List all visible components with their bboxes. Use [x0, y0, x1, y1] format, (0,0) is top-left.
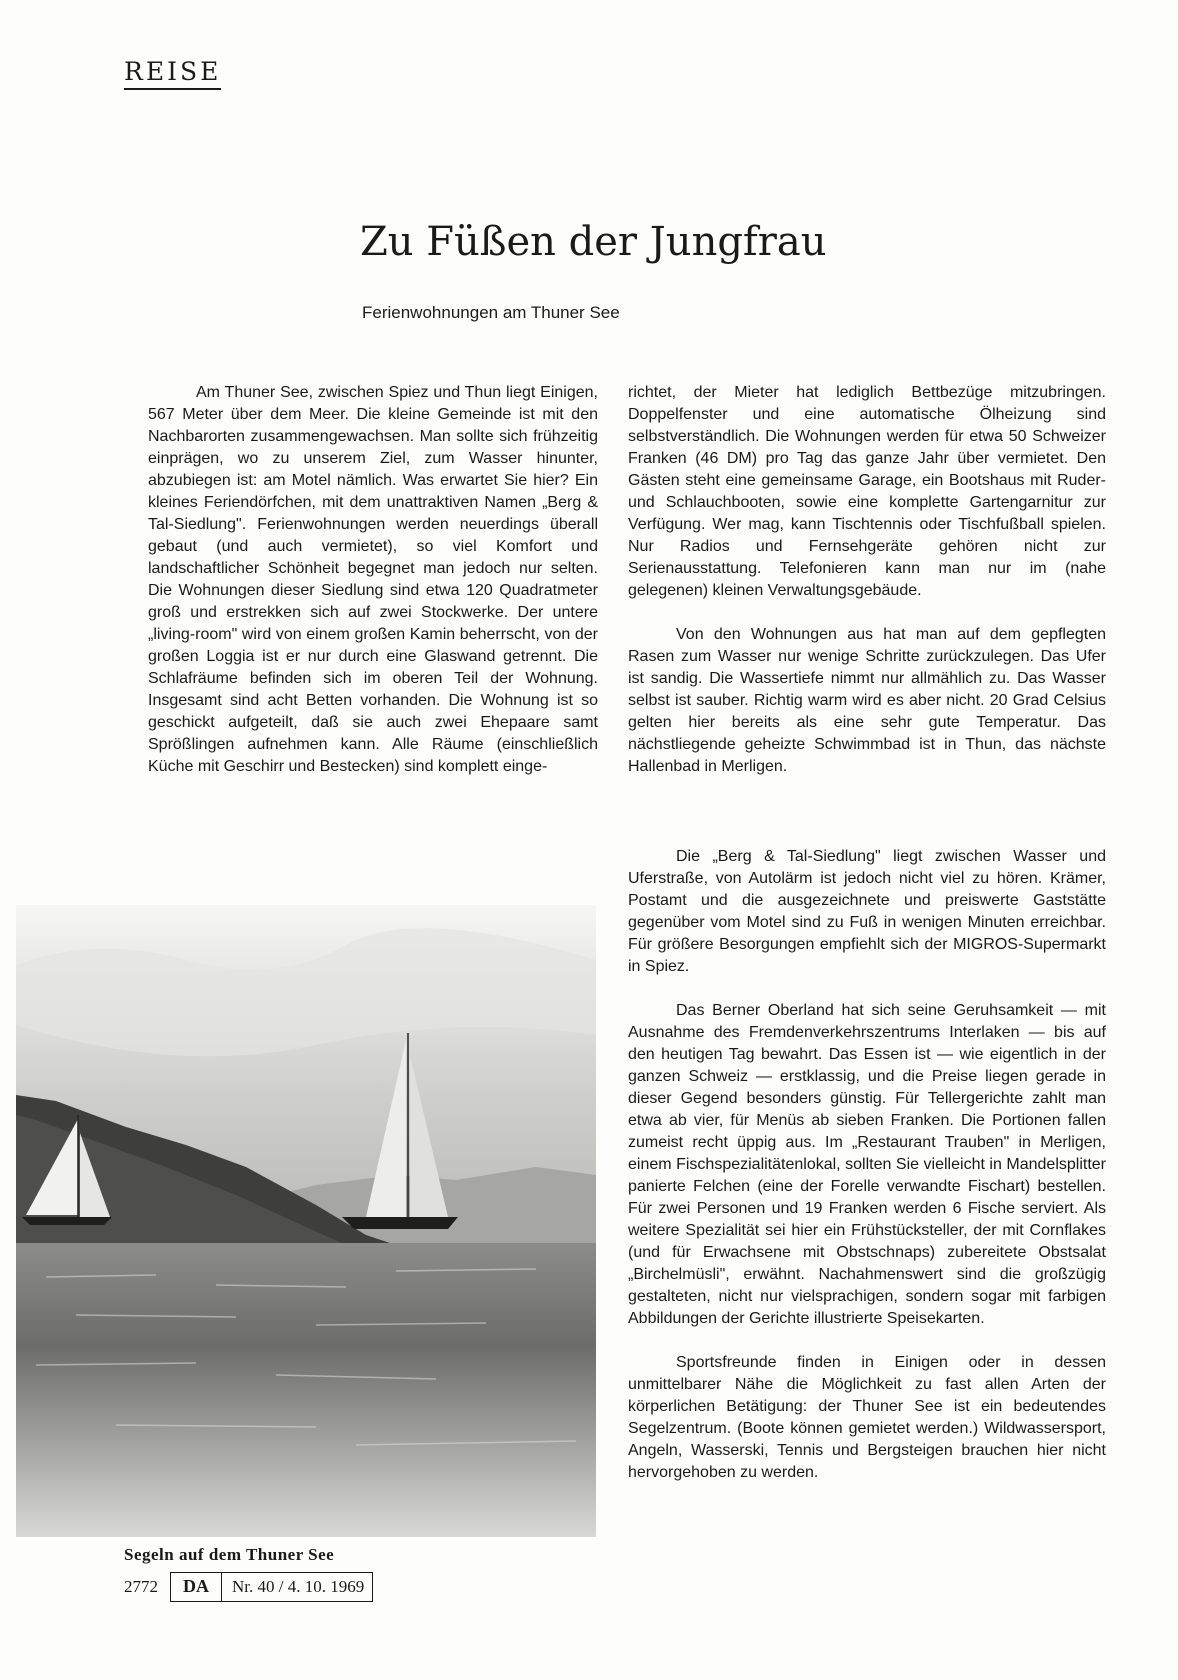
sailing-photo	[16, 905, 596, 1537]
paragraph-4: Die „Berg & Tal-Siedlung" liegt zwischen Wasser und Uferstraße, von Autolärm ist jedoch nicht viel zu hören. Krämer, Postamt und die ausgezeichnete und preiswerte Gaststätte gegenüber vom Motel sind zu Fuß in wenigen Minuten erreichbar. Für größere Besorgungen empfiehlt sich der MIGROS-Supermarkt in Spiez.	[628, 848, 1106, 975]
photo-caption: Segeln auf dem Thuner See	[124, 1545, 335, 1564]
article-column-left	[148, 382, 598, 778]
paragraph-6: Sportsfreunde finden in Einigen oder in dessen unmittelbarer Nähe die Möglichkeit zu fast allen Arten der körperlichen Betätigung: der Thuner See ist ein bedeutendes Segelzentrum. (Boote können gemietet werden.) Wildwassersport, Angeln, Wasserski, Tennis und Bergsteigen brauchen hier nicht hervorgehoben zu werden.	[628, 1354, 1106, 1481]
article-column-right-top	[628, 382, 1106, 778]
paragraph-1: Am Thuner See, zwischen Spiez und Thun liegt Einigen, 567 Meter über dem Meer. Die kleine Gemeinde ist mit den Nachbarorten zusammengewachsen. Man sollte sich frühzeitig einprägen, wo zu unserem Ziel, zum Wasser hinunter, abzubiegen ist: am Motel nämlich. Was erwartet Sie hier? Ein kleines Feriendörfchen, mit dem unattraktiven Namen „Berg & Tal-Siedlung". Ferienwohnungen werden neuerdings überall gebaut (und auch vermietet), so viel Komfort und landschaftlicher Schönheit begegnet man jedoch nur selten. Die Wohnungen dieser Siedlung sind etwa 120 Quadratmeter groß und erstrekken sich auf zwei Stockwerke. Der untere „living-room" wird von einem großen Kamin beherrscht, von der großen Loggia ist er nur durch eine Glaswand getrennt. Die Schlafräume befinden sich im oberen Teil der Wohnung. Insgesamt sind acht Betten vorhanden. Die Wohnung ist so geschickt aufgeteilt, daß sie auch zwei Ehepaare samt Sprößlingen aufnehmen kann. Alle Räume (einschließlich Küche mit Geschirr und Bestecken) sind komplett einge-	[148, 384, 598, 775]
article-title: Zu Füßen der Jungfrau	[360, 219, 827, 265]
page-number: 2772	[124, 1577, 158, 1596]
paragraph-3: Von den Wohnungen aus hat man auf dem gepflegten Rasen zum Wasser nur wenige Schritte zurückzulegen. Das Ufer ist sandig. Die Wassertiefe nimmt nur allmählich zu. Das Wasser selbst ist sauber. Richtig warm wird es aber nicht. 20 Grad Celsius gelten hier bereits als eine sehr gute Temperatur. Das nächstliegende geheizte Schwimmbad ist in Thun, das nächste Hallenbad in Merligen.	[628, 626, 1106, 775]
article-column-right-bottom	[628, 846, 1106, 1484]
section-label: REISE	[124, 58, 221, 90]
paragraph-2: richtet, der Mieter hat lediglich Bettbezüge mitzubringen. Doppelfenster und eine automatische Ölheizung sind selbstverständlich. Die Wohnungen werden für etwa 50 Schweizer Franken (46 DM) pro Tag das ganze Jahr über vermietet. Den Gästen steht eine gemeinsame Garage, ein Bootshaus mit Ruder- und Schlauchbooten, sowie eine komplette Gartengarnitur zur Verfügung. Wer mag, kann Tischtennis oder Tischfußball spielen. Nur Radios und Fernsehgeräte gehören nicht zur Serienausstattung. Telefonieren kann man nur im (nahe gelegenen) kleinen Verwaltungsgebäude.	[628, 384, 1106, 599]
article-subtitle: Ferienwohnungen am Thuner See	[362, 303, 620, 322]
page-footer	[124, 1572, 373, 1602]
magazine-brand: DA	[171, 1573, 222, 1601]
issue-info: Nr. 40 / 4. 10. 1969	[232, 1577, 365, 1596]
issue-box	[170, 1572, 373, 1602]
paragraph-5: Das Berner Oberland hat sich seine Geruhsamkeit — mit Ausnahme des Fremdenverkehrszentrums Interlaken — bis auf den heutigen Tag bewahrt. Das Essen ist — wie eigentlich in der ganzen Schweiz — erstklassig, und die Preise liegen gerade in dieser Gegend besonders günstig. Für Tellergerichte zahlt man etwa ab vier, für Menüs ab sieben Franken. Die Portionen fallen zumeist recht üppig aus. Im „Restaurant Trauben" in Merligen, einem Fischspezialitätenlokal, sollten Sie vielleicht in Mandelsplitter panierte Felchen (eine der Forelle verwandte Fischart) bestellen. Für zwei Personen und 19 Franken werden 6 Fische serviert. Als weitere Spezialität sei hier ein Frühstücksteller, der mit Cornflakes (und für Erwachsene mit Obstschnaps) zubereitete Obstsalat „Birchelmüsli", erwähnt. Nachahmenswert sind die großzügig gestalteten, nicht nur vielsprachigen, sondern sogar mit farbigen Abbildungen der Gerichte illustrierte Speisekarten.	[628, 1002, 1106, 1327]
